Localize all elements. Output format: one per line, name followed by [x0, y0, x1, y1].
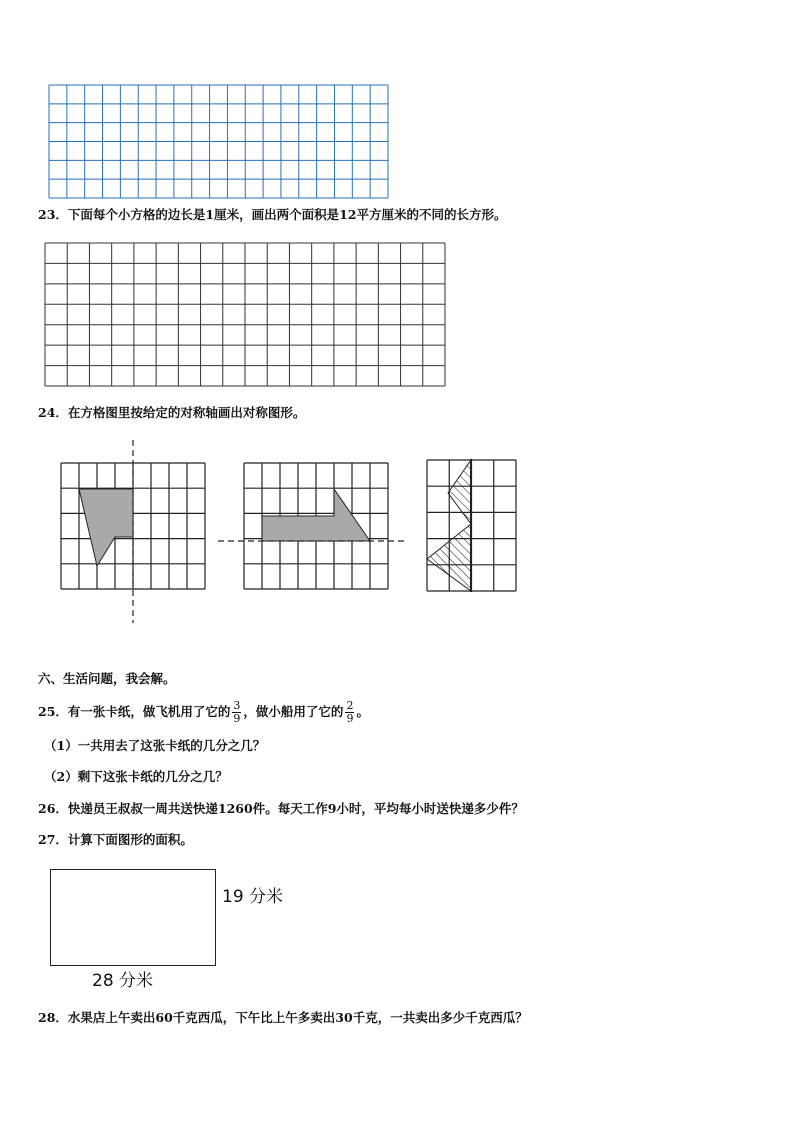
question-27 — [38, 832, 193, 848]
question-26 — [38, 801, 524, 817]
question-text: 在方格图里按给定的对称轴画出对称图形。 — [67, 405, 306, 420]
question-number: 27． — [38, 832, 68, 847]
fraction-1 — [232, 700, 241, 725]
fraction-2 — [345, 700, 354, 725]
rectangle-figure — [50, 869, 216, 966]
fraction-numerator: 3 — [233, 699, 241, 712]
question-text: 快递员王叔叔一周共送快递1260件。每天工作9小时，平均每小时送快递多少件？ — [67, 801, 524, 816]
grid-23 — [44, 242, 447, 388]
question-number: 28． — [38, 1010, 68, 1025]
fraction-numerator: 2 — [346, 699, 354, 712]
question-text: 有一张卡纸，做飞机用了它的 — [67, 704, 231, 719]
question-25 — [38, 700, 369, 725]
fraction-denominator: 9 — [233, 712, 241, 725]
section-title: 六、生活问题，我会解。 — [38, 671, 176, 686]
question-23 — [38, 207, 507, 223]
question-number: 24． — [38, 405, 68, 420]
sub-question-2: （2）剩下这张卡纸的几分之几？ — [44, 769, 228, 784]
symmetry-grid-2 — [216, 460, 406, 598]
question-text: 。 — [356, 704, 369, 719]
fraction-denominator: 9 — [346, 712, 354, 725]
shaded-shape — [79, 489, 133, 566]
question-text: 水果店上午卖出60千克西瓜，下午比上午多卖出30千克，一共卖出多少千克西瓜？ — [67, 1010, 528, 1025]
question-text: ，做小船用了它的 — [243, 704, 344, 719]
question-number: 23． — [38, 207, 68, 222]
question-28 — [38, 1010, 528, 1026]
question-number: 25． — [38, 704, 68, 719]
question-text: 下面每个小方格的边长是1厘米，画出两个面积是12平方厘米的不同的长方形。 — [67, 207, 507, 222]
height-label: 19 分米 — [222, 887, 284, 907]
width-label: 28 分米 — [92, 971, 154, 991]
blue-grid — [48, 84, 390, 200]
question-text: 计算下面图形的面积。 — [67, 832, 193, 847]
symmetry-grid-3 — [424, 457, 520, 595]
symmetry-grid-1 — [58, 436, 210, 626]
hatched-triangle-top — [448, 460, 471, 524]
question-24 — [38, 405, 305, 421]
sub-question-1: （1）一共用去了这张卡纸的几分之几？ — [44, 738, 266, 753]
question-number: 26． — [38, 801, 68, 816]
